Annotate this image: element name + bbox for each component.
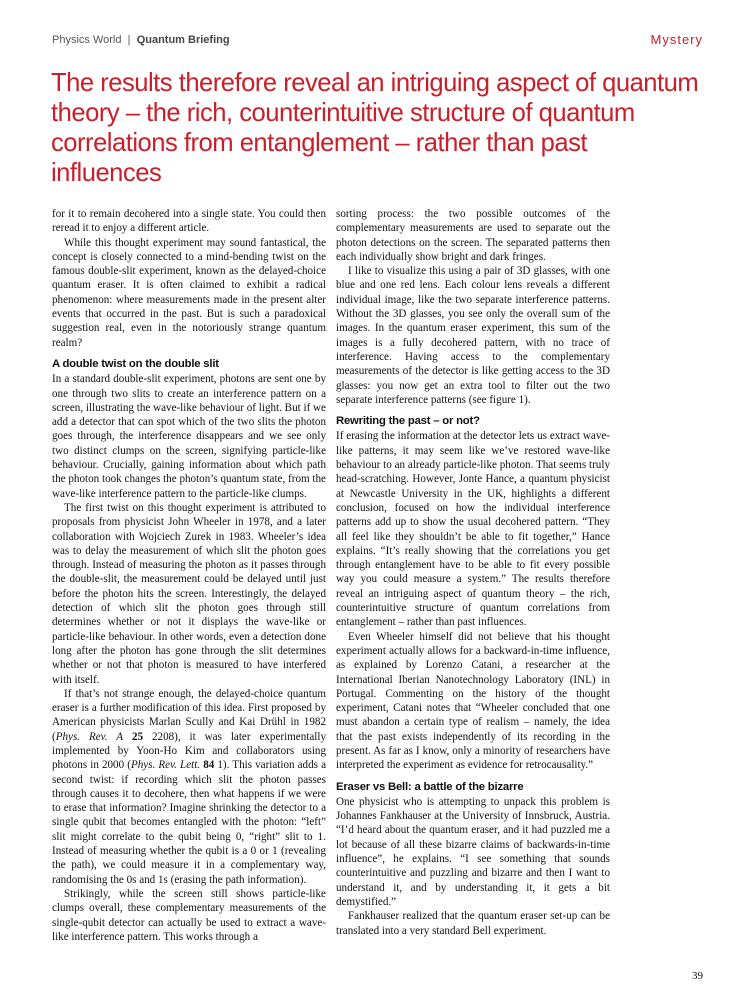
running-header — [52, 34, 230, 46]
pull-quote: The results therefore reveal an intriguing aspect of quantum theory – the rich, counterintuitive structure of quantum correlations from entanglement – rather than past influences — [51, 69, 699, 187]
paragraph: The first twist on this thought experiment is attributed to proposals from physicist John Wheeler in 1978, and a later collaboration with Wojciech Zurek in 1983. Wheeler’s idea was to delay the measurement of which slit the photon goes through. Instead of measuring the photon as it passes through the double-slit, the measurement could be delayed until just before the photon hits the screen. Interestingly, the delayed detection of which slit the photon goes through still determines whether or not it displays the wave-like or particle-like behaviour. In other words, even a detection done long after the photon has gone through the slit determines whether or not that photon is measured to have interfered with itself. — [52, 501, 326, 686]
paragraph: sorting process: the two possible outcomes of the complementary measurements are used to separate out the photon detections on the screen. The separated patterns then each individually show bright and dark fringes. — [336, 208, 610, 263]
publication-name: Physics World — [52, 34, 122, 46]
volume-ref: 84 — [203, 759, 215, 772]
right-column — [336, 207, 610, 938]
section-name: Quantum Briefing — [136, 34, 230, 46]
paragraph: I like to visualize this using a pair of 3D glasses, with one blue and one red lens. Each colour lens reveals a different individual image, like the two separate interference patterns. Without the 3D glasses, you see only the overall sum of the images. In the quantum eraser experiment, this sum of the images is a fully decohered pattern, with no trace of interference. Having access to the complementary measurements of the detector is like getting access to the 3D glasses: you now get an extra tool to filter out the two separate interference patterns (see figure 1). — [336, 265, 610, 406]
left-column — [52, 207, 326, 944]
paragraph: Even Wheeler himself did not believe that his thought experiment actually allows for a backward-in-time influence, as explained by Lorenzo Catani, a researcher at the International Iberian Nanotechnology Laboratory (INL) in Portugal. Commenting on the history of the thought experiment, Catani notes that “Wheeler concluded that one must abandon a certain type of realism – namely, the idea that the past exists independently of its recording in the present. As far as I know, only a minority of researchers have interpreted the experiment as evidence for retrocausality.” — [336, 630, 610, 772]
subheading: Eraser vs Bell: a battle of the bizarre — [336, 780, 524, 793]
page-number: 39 — [692, 970, 703, 982]
journal-ref: Phys. Rev. Lett. — [130, 759, 201, 772]
subheading: Rewriting the past – or not? — [336, 415, 480, 428]
paragraph: If that’s not strange enough, the delayed-choice quantum eraser is a further modification of this idea. First proposed by American physicists Marlan Scully and Kai Drühl in 1982 (Phys. Rev. A 25 2208), it was later experimentally implemented by Yoon-Ho Kim and collaborators using photons in 2000 (Phys. Rev. Lett. 84 1). This variation adds a second twist: if recording which slit the photon passes through causes it to decohere, then what happens if we were to erase that information? Imagine shrinking the detector to a single qubit that becomes entangled with the photon: “left” slit might correlate to the qubit being 0, “right” slit to 1. Instead of measuring whether the qubit is a 0 or 1 (revealing the path), we could measure it in a complementary way, randomising the 0s and 1s (erasing the path information). — [52, 687, 326, 886]
subheading: A double twist on the double slit — [52, 357, 219, 370]
paragraph: for it to remain decohered into a single state. You could then reread it to enjoy a different article. — [52, 208, 326, 235]
paragraph: If erasing the information at the detector lets us extract wave-like patterns, it may seem like we’ve restored wave-like behaviour to an already particle-like photon. That seems truly head-scratching. However, Jonte Hance, a quantum physicist at Newcastle University in the UK, highlights a different conclusion, focused on how the individual interference patterns add up to show the usual decohered pattern. “They all feel like they shouldn’t be able to fit together,” Hance explains. “It’s really showing that the correlations you get through entanglement have to be able to fit every possible way you could measure a system.” The results therefore reveal an intriguing aspect of quantum theory – the rich, counterintuitive structure of quantum correlations from entanglement – rather than past influences. — [336, 430, 610, 629]
paragraph: Strikingly, while the screen still shows particle-like clumps overall, these complementary measurements of the single-qubit detector can actually be used to extract a wave-like interference pattern. This works through a — [52, 887, 326, 943]
paragraph: Fankhauser realized that the quantum eraser set-up can be translated into a very standard Bell experiment. — [336, 910, 610, 937]
volume-ref: 25 — [131, 730, 144, 743]
journal-ref: Phys. Rev. A — [55, 730, 124, 743]
section-tag: Mystery — [650, 32, 703, 47]
paragraph: In a standard double-slit experiment, photons are sent one by one through two slits to create an interference pattern on a screen, illustrating the wave-like behaviour of light. But if we add a detector that can spot which of the two slits the photon goes through, the interference disappears and we see only two distinct clumps on the screen, signifying particle-like behaviour. Crucially, gaining information about which path the photon took changes the photon’s quantum state, from the wave-like interference pattern to the particle-like clumps. — [52, 373, 326, 500]
paragraph: While this thought experiment may sound fantastical, the concept is closely connected to a mind-bending twist on the famous double-slit experiment, known as the delayed-choice quantum eraser. It is often claimed to exhibit a radical phenomenon: where measurements made in the present alter events that occurred in the past. But is such a paradoxical suggestion real, even in the notoriously strange quantum realm? — [52, 236, 326, 349]
paragraph: One physicist who is attempting to unpack this problem is Johannes Fankhauser at the University of Innsbruck, Austria. “I’d heard about the quantum eraser, and it had puzzled me a lot because of all these bizarre claims of backwards-in-time influence”, he explains. “I see something that sounds counterintuitive and puzzling and bizarre and then I want to understand it, and by understanding it, it gets a bit demystified.” — [336, 795, 610, 908]
header-separator: | — [127, 34, 131, 46]
